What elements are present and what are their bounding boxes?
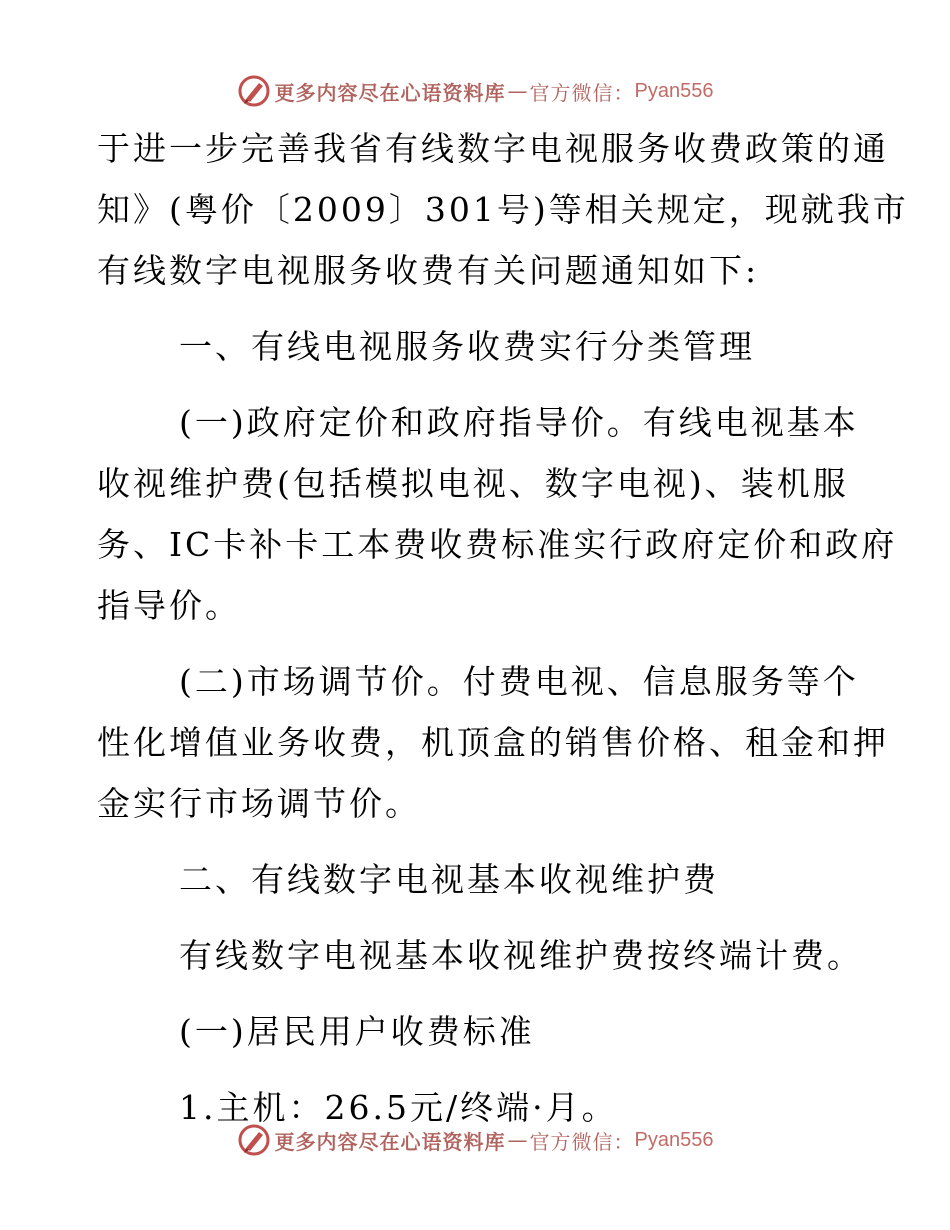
text-line: 指导价。 xyxy=(97,586,241,625)
paragraph xyxy=(97,651,889,834)
pen-logo-icon xyxy=(237,1123,271,1157)
watermark-dash: — xyxy=(507,1128,528,1152)
watermark-brand: 更多内容尽在心语资料库 xyxy=(274,1129,506,1154)
text-line: 务、IC卡补卡工本费收费标准实行政府定价和政府 xyxy=(97,525,898,564)
watermark-wechat-id: Pyan556 xyxy=(634,1128,714,1151)
text-line: 1.主机：26.5元/终端·月。 xyxy=(179,1088,618,1127)
pen-logo-icon xyxy=(237,74,271,108)
text-line: 收视维护费(包括模拟电视、数字电视)、装机服 xyxy=(97,464,849,503)
document-body xyxy=(97,118,909,1138)
text-line: 知》(粤价〔2009〕301号)等相关规定，现就我市 xyxy=(97,190,909,229)
section-heading xyxy=(97,849,857,910)
watermark-brand: 更多内容尽在心语资料库 xyxy=(274,80,506,105)
text-line: 于进一步完善我省有线数字电视服务收费政策的通 xyxy=(97,129,889,168)
text-line: 有线数字电视基本收视维护费按终端计费。 xyxy=(179,936,863,975)
paragraph xyxy=(97,392,898,636)
footer-watermark xyxy=(0,1120,950,1160)
paragraph xyxy=(97,118,909,301)
text-line: 性化增值业务收费，机顶盒的销售价格、租金和押 xyxy=(97,723,889,762)
text-line: (一)政府定价和政府指导价。有线电视基本 xyxy=(179,403,859,442)
text-line: 二、有线数字电视基本收视维护费 xyxy=(179,860,719,899)
text-line: 金实行市场调节价。 xyxy=(97,784,421,823)
header-watermark xyxy=(0,71,950,111)
watermark-dash: — xyxy=(507,79,528,103)
section-heading xyxy=(97,316,857,377)
watermark-contact-label: 官方微信： xyxy=(529,1129,635,1154)
text-line: 一、有线电视服务收费实行分类管理 xyxy=(179,327,755,366)
subsection-heading xyxy=(97,1001,857,1062)
text-line: (二)市场调节价。付费电视、信息服务等个 xyxy=(179,662,859,701)
text-line: (一)居民用户收费标准 xyxy=(179,1012,535,1051)
watermark-contact-label: 官方微信： xyxy=(529,80,635,105)
paragraph xyxy=(97,925,863,986)
text-line: 有线数字电视服务收费有关问题通知如下: xyxy=(97,251,760,290)
watermark-wechat-id: Pyan556 xyxy=(634,79,714,102)
